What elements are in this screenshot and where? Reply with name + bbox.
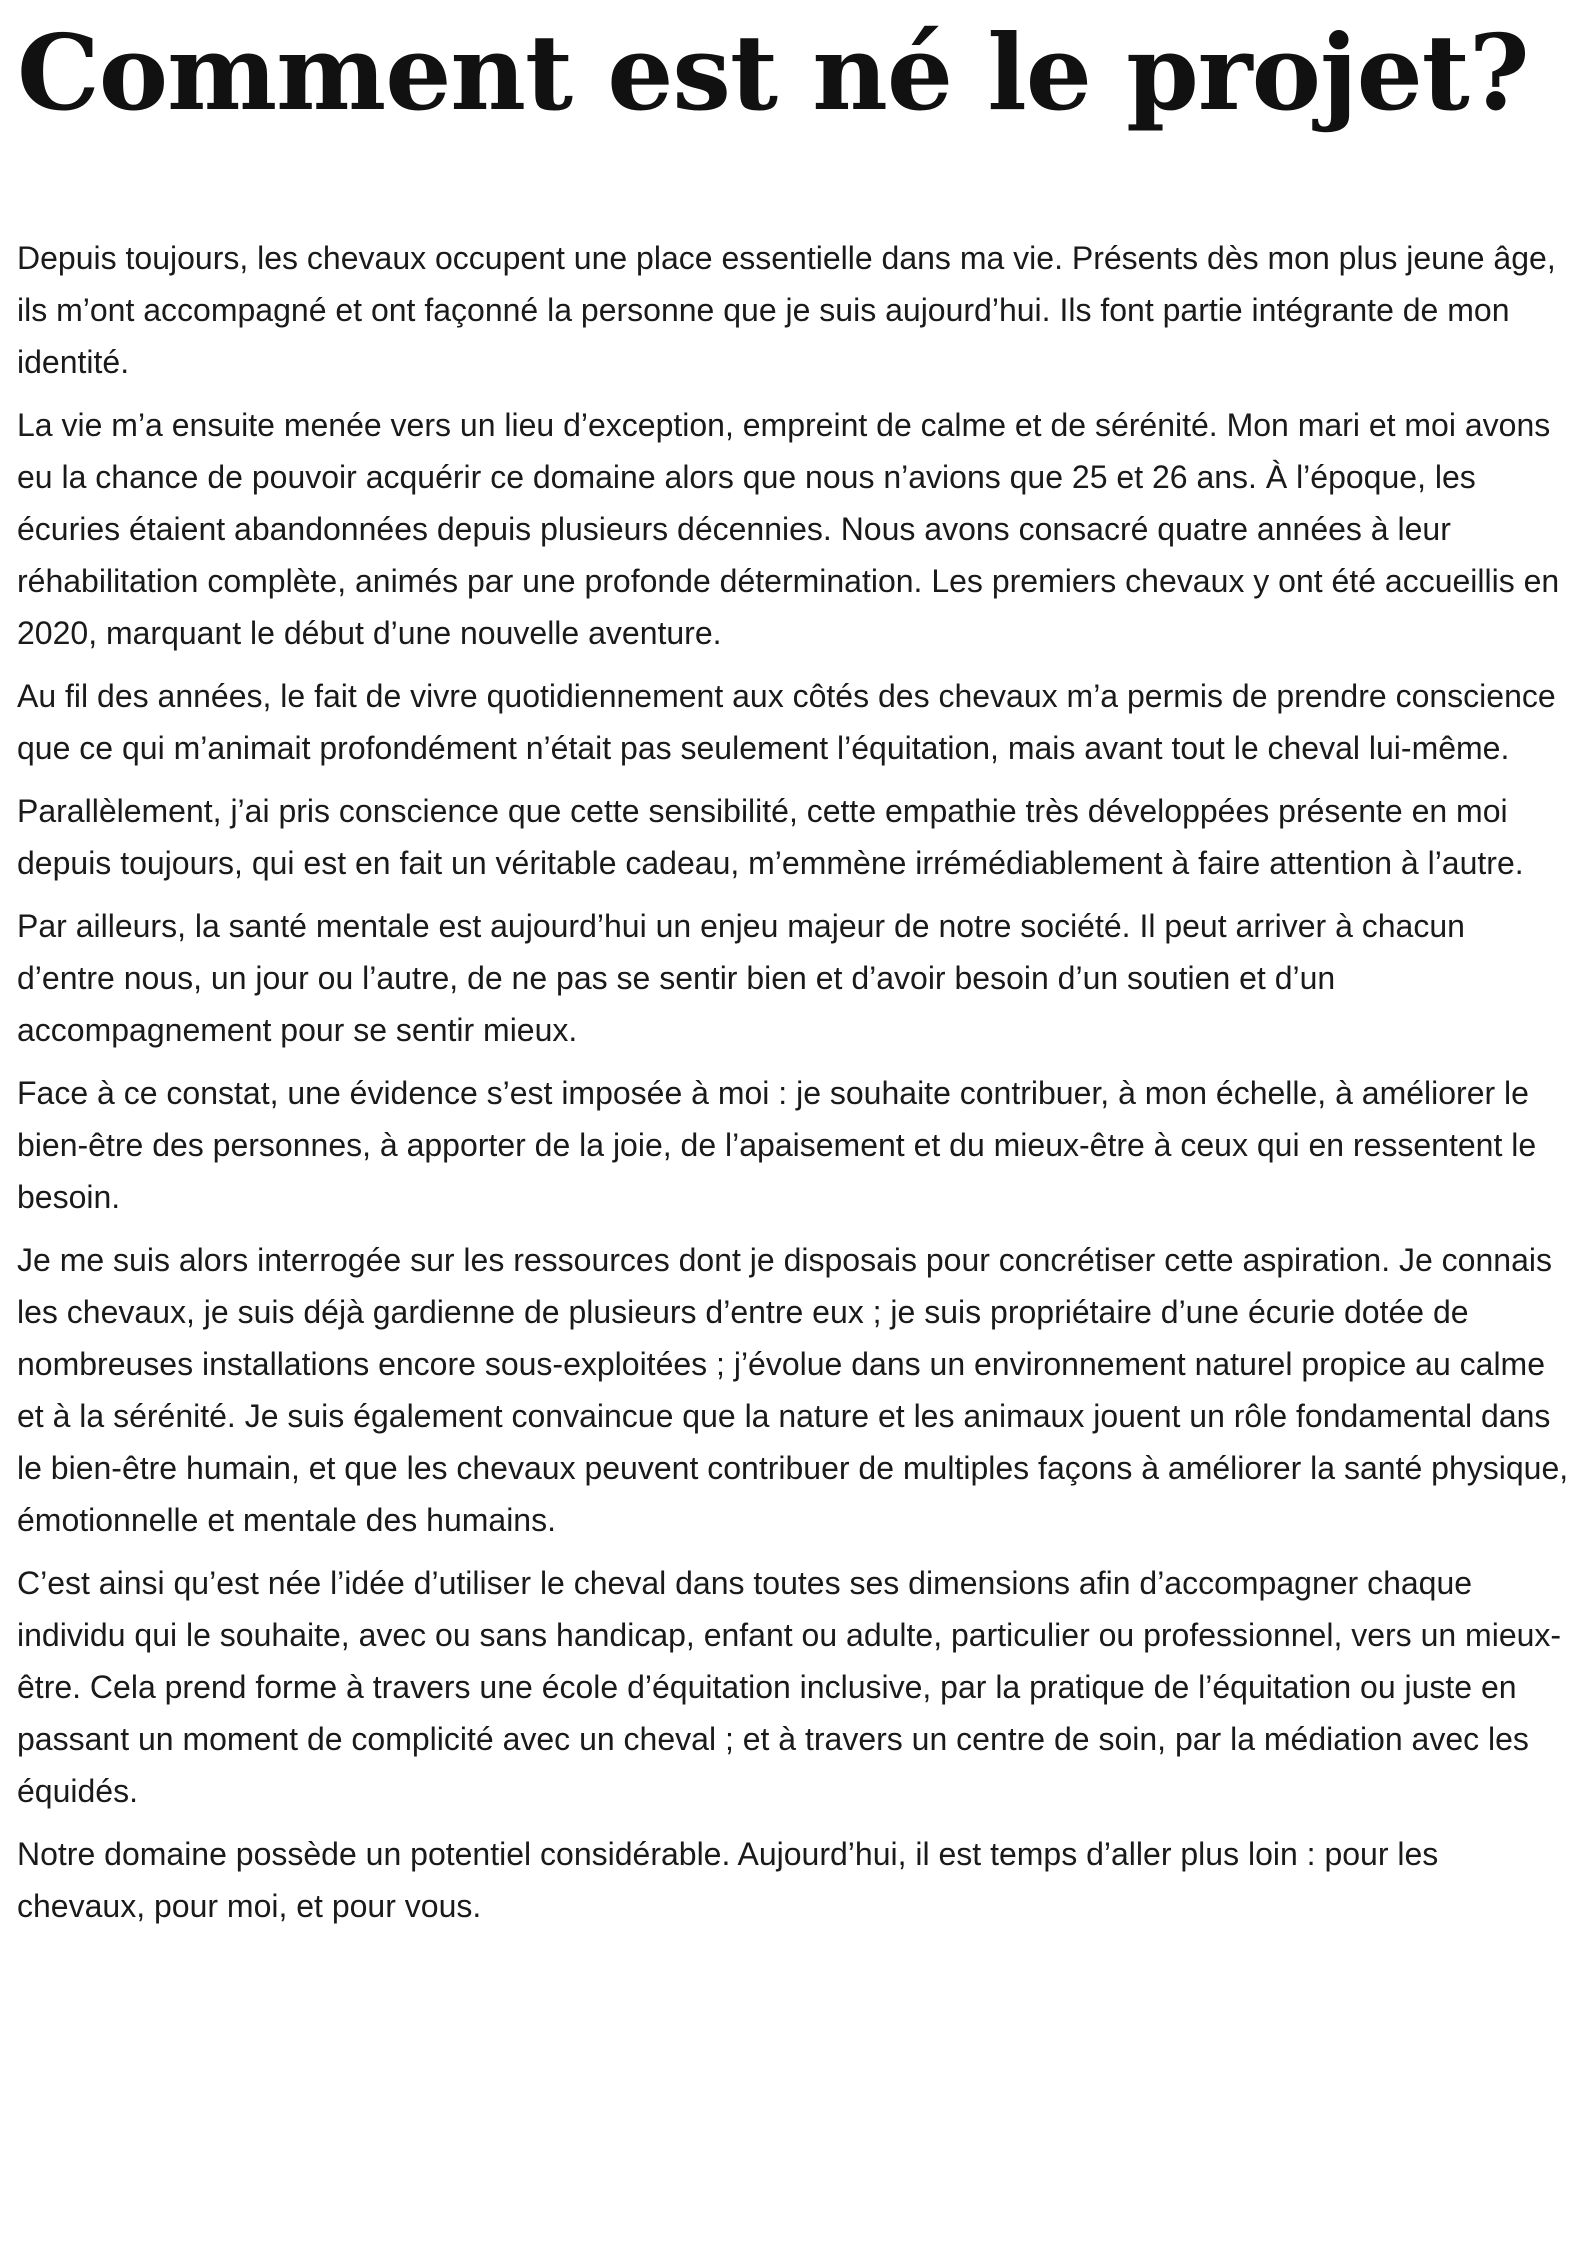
- paragraph-2: La vie m’a ensuite menée vers un lieu d’exception, empreint de calme et de sérénité. Mon mari et moi avons eu la chance de pouvoir acquérir ce domaine alors que nous n’avions que 25 et 26 ans. À l’époque, les écuries étaient abandonnées depuis plusieurs décennies. Nous avons consacré quatre années à leur réhabilitation complète, animés par une profonde détermination. Les premiers chevaux y ont été accueillis en 2020, marquant le début d’une nouvelle aventure.: [17, 407, 1560, 651]
- paragraph-1: Depuis toujours, les chevaux occupent une place essentielle dans ma vie. Présents dès mon plus jeune âge, ils m’ont accompagné et ont façonné la personne que je suis aujourd’hui. Ils font partie intégrante de mon identité.: [17, 240, 1556, 380]
- paragraph-5: Par ailleurs, la santé mentale est aujourd’hui un enjeu majeur de notre société. Il peut arriver à chacun d’entre nous, un jour ou l’autre, de ne pas se sentir bien et d’avoir besoin d’un soutien et d’un accompagnement pour se sentir mieux.: [17, 908, 1465, 1048]
- paragraph-6: Face à ce constat, une évidence s’est imposée à moi : je souhaite contribuer, à mon échelle, à améliorer le bien-être des personnes, à apporter de la joie, de l’apaisement et du mieux-être à ceux qui en ressentent le besoin.: [17, 1075, 1537, 1215]
- body-text: [17, 232, 1569, 1932]
- paragraph-3: Au fil des années, le fait de vivre quotidiennement aux côtés des chevaux m’a permis de prendre conscience que ce qui m’animait profondément n’était pas seulement l’équitation, mais avant tout le cheval lui-même.: [17, 678, 1556, 766]
- paragraph-8: C’est ainsi qu’est née l’idée d’utiliser le cheval dans toutes ses dimensions afin d’accompagner chaque individu qui le souhaite, avec ou sans handicap, enfant ou adulte, particulier ou professionnel, vers un mieux-être. Cela prend forme à travers une école d’équitation inclusive, par la pratique de l’équitation ou juste en passant un moment de complicité avec un cheval ; et à travers un centre de soin, par la médiation avec les équidés.: [17, 1565, 1562, 1809]
- paragraph-9: Notre domaine possède un potentiel considérable. Aujourd’hui, il est temps d’aller plus loin : pour les chevaux, pour moi, et pour vous.: [17, 1836, 1439, 1924]
- paragraph-7: Je me suis alors interrogée sur les ressources dont je disposais pour concrétiser cette aspiration. Je connais les chevaux, je suis déjà gardienne de plusieurs d’entre eux ; je suis propriétaire d’une écurie dotée de nombreuses installations encore sous-exploitées ; j’évolue dans un environnement naturel propice au calme et à la sérénité. Je suis également convaincue que la nature et les animaux jouent un rôle fondamental dans le bien-être humain, et que les chevaux peuvent contribuer de multiples façons à améliorer la santé physique, émotionnelle et mentale des humains.: [17, 1242, 1569, 1538]
- paragraph-4: Parallèlement, j’ai pris conscience que cette sensibilité, cette empathie très développées présente en moi depuis toujours, qui est en fait un véritable cadeau, m’emmène irrémédiablement à faire attention à l’autre.: [17, 793, 1524, 881]
- page-title: Comment est né le projet?: [17, 11, 1529, 134]
